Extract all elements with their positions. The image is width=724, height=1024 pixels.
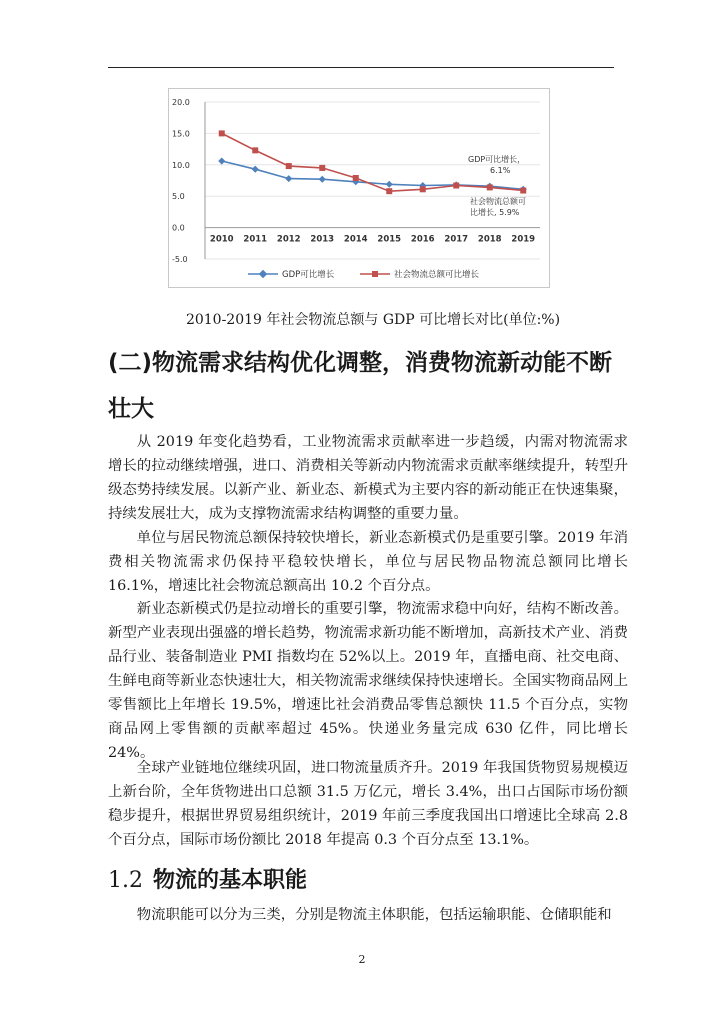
y-tick-label: 10.0 — [172, 160, 190, 170]
x-tick-label: 2010 — [209, 234, 234, 245]
x-tick-label: 2014 — [343, 234, 368, 245]
data-point-logistics — [453, 183, 459, 189]
annotation-logistics-line1: 社会物流总额可 — [470, 197, 526, 206]
subsection-heading — [108, 863, 307, 894]
paragraph-trend: 从 2019 年变化趋势看，工业物流需求贡献率进一步趋缓，内需对物流需求增长的拉动继续增强，进口、消费相关等新动内物流需求贡献率继续提升，转型升级态势持续发展。以新产业、新业态、新模式为主要内容的新动能正在快速集聚，持续发展壮大，成为支撑物流需求结构调整的重要力量。 — [108, 434, 628, 522]
x-tick-label: 2019 — [511, 234, 536, 245]
paragraph-new-business: 新业态新模式仍是拉动增长的重要引擎，物流需求稳中向好，结构不断改善。新型产业表现出强盛的增长趋势，物流需求新功能不断增加，高新技术产业、消费品行业、装备制造业 PMI 指数均在 52%以上。2019 年，直播电商、社交电商、生鲜电商等新业态快速壮大，相关物流需求继续保持快速增长。全国实物商品网上零售额比上年增长 19.5%，增速比社会消费品零售总额快 11.5 个百分点，实物商品网上零售额的贡献率超过 45%。快递业务量完成 630 亿件，同比增长 24%。 — [108, 601, 628, 761]
annotation-gdp-line2: 6.1% — [490, 166, 511, 175]
y-tick-label: 5.0 — [172, 192, 185, 202]
y-tick-label: 15.0 — [172, 129, 190, 139]
paragraph-import: 全球产业链地位继续巩固，进口物流量质齐升。2019 年我国货物贸易规模迈上新台阶，全年货物进出口总额 31.5 万亿元，增长 3.4%，出口占国际市场份额稳步提升，根据世界贸易组织统计，2019 年前三季度我国出口增速比全球高 2.8 个百分点，国际市场份额比 2018 年提高 0.3 个百分点至 13.1%。 — [108, 760, 628, 848]
legend-gdp-label: GDP可比增长 — [282, 270, 335, 280]
data-point-logistics — [487, 184, 493, 190]
x-tick-label: 2015 — [377, 234, 402, 245]
y-tick-label: 20.0 — [172, 98, 190, 107]
x-tick-label: 2012 — [276, 234, 301, 245]
data-point-logistics — [319, 165, 325, 171]
data-point-logistics — [286, 163, 292, 169]
legend-logistics-marker-icon — [372, 271, 378, 277]
paragraph-functions: 物流职能可以分为三类，分别是物流主体职能，包括运输职能、仓储职能和 — [136, 907, 612, 923]
data-point-logistics — [252, 147, 258, 153]
x-tick-label: 2011 — [243, 234, 268, 245]
figure-caption: 2010-2019 年社会物流总额与 GDP 可比增长对比(单位:%) — [185, 312, 561, 328]
line-chart — [168, 88, 550, 288]
x-tick-label: 2016 — [410, 234, 435, 245]
y-tick-label: 0.0 — [172, 223, 185, 233]
x-tick-label: 2013 — [310, 234, 335, 245]
y-tick-label: -5.0 — [172, 255, 188, 264]
subsection-title: 物流的基本职能 — [153, 868, 308, 893]
data-point-logistics — [386, 188, 392, 194]
data-point-logistics — [520, 188, 526, 194]
data-point-logistics — [219, 130, 225, 136]
paragraph-household: 单位与居民物流总额保持较快增长，新业态新模式仍是重要引擎。2019 年消费相关物流需求仍保持平稳较快增长，单位与居民物品物流总额同比增长 16.1%，增速比社会物流总额高出 10.2 个百分点。 — [108, 530, 628, 594]
data-point-logistics — [420, 186, 426, 192]
annotation-logistics-line2: 比增长, 5.9% — [470, 208, 520, 217]
subsection-number: 1.2 — [108, 868, 143, 893]
data-point-logistics — [353, 175, 359, 181]
x-tick-label: 2018 — [477, 234, 502, 245]
page-number: 2 — [358, 953, 366, 966]
x-tick-label: 2017 — [444, 234, 469, 245]
legend-logistics-label: 社会物流总额可比增长 — [394, 270, 480, 280]
header-rule — [108, 67, 614, 68]
section-title: (二)物流需求结构优化调整，消费物流新动能不断壮大 — [108, 350, 613, 422]
chart-svg — [168, 88, 550, 288]
annotation-gdp-line1: GDP可比增长， — [468, 155, 526, 164]
